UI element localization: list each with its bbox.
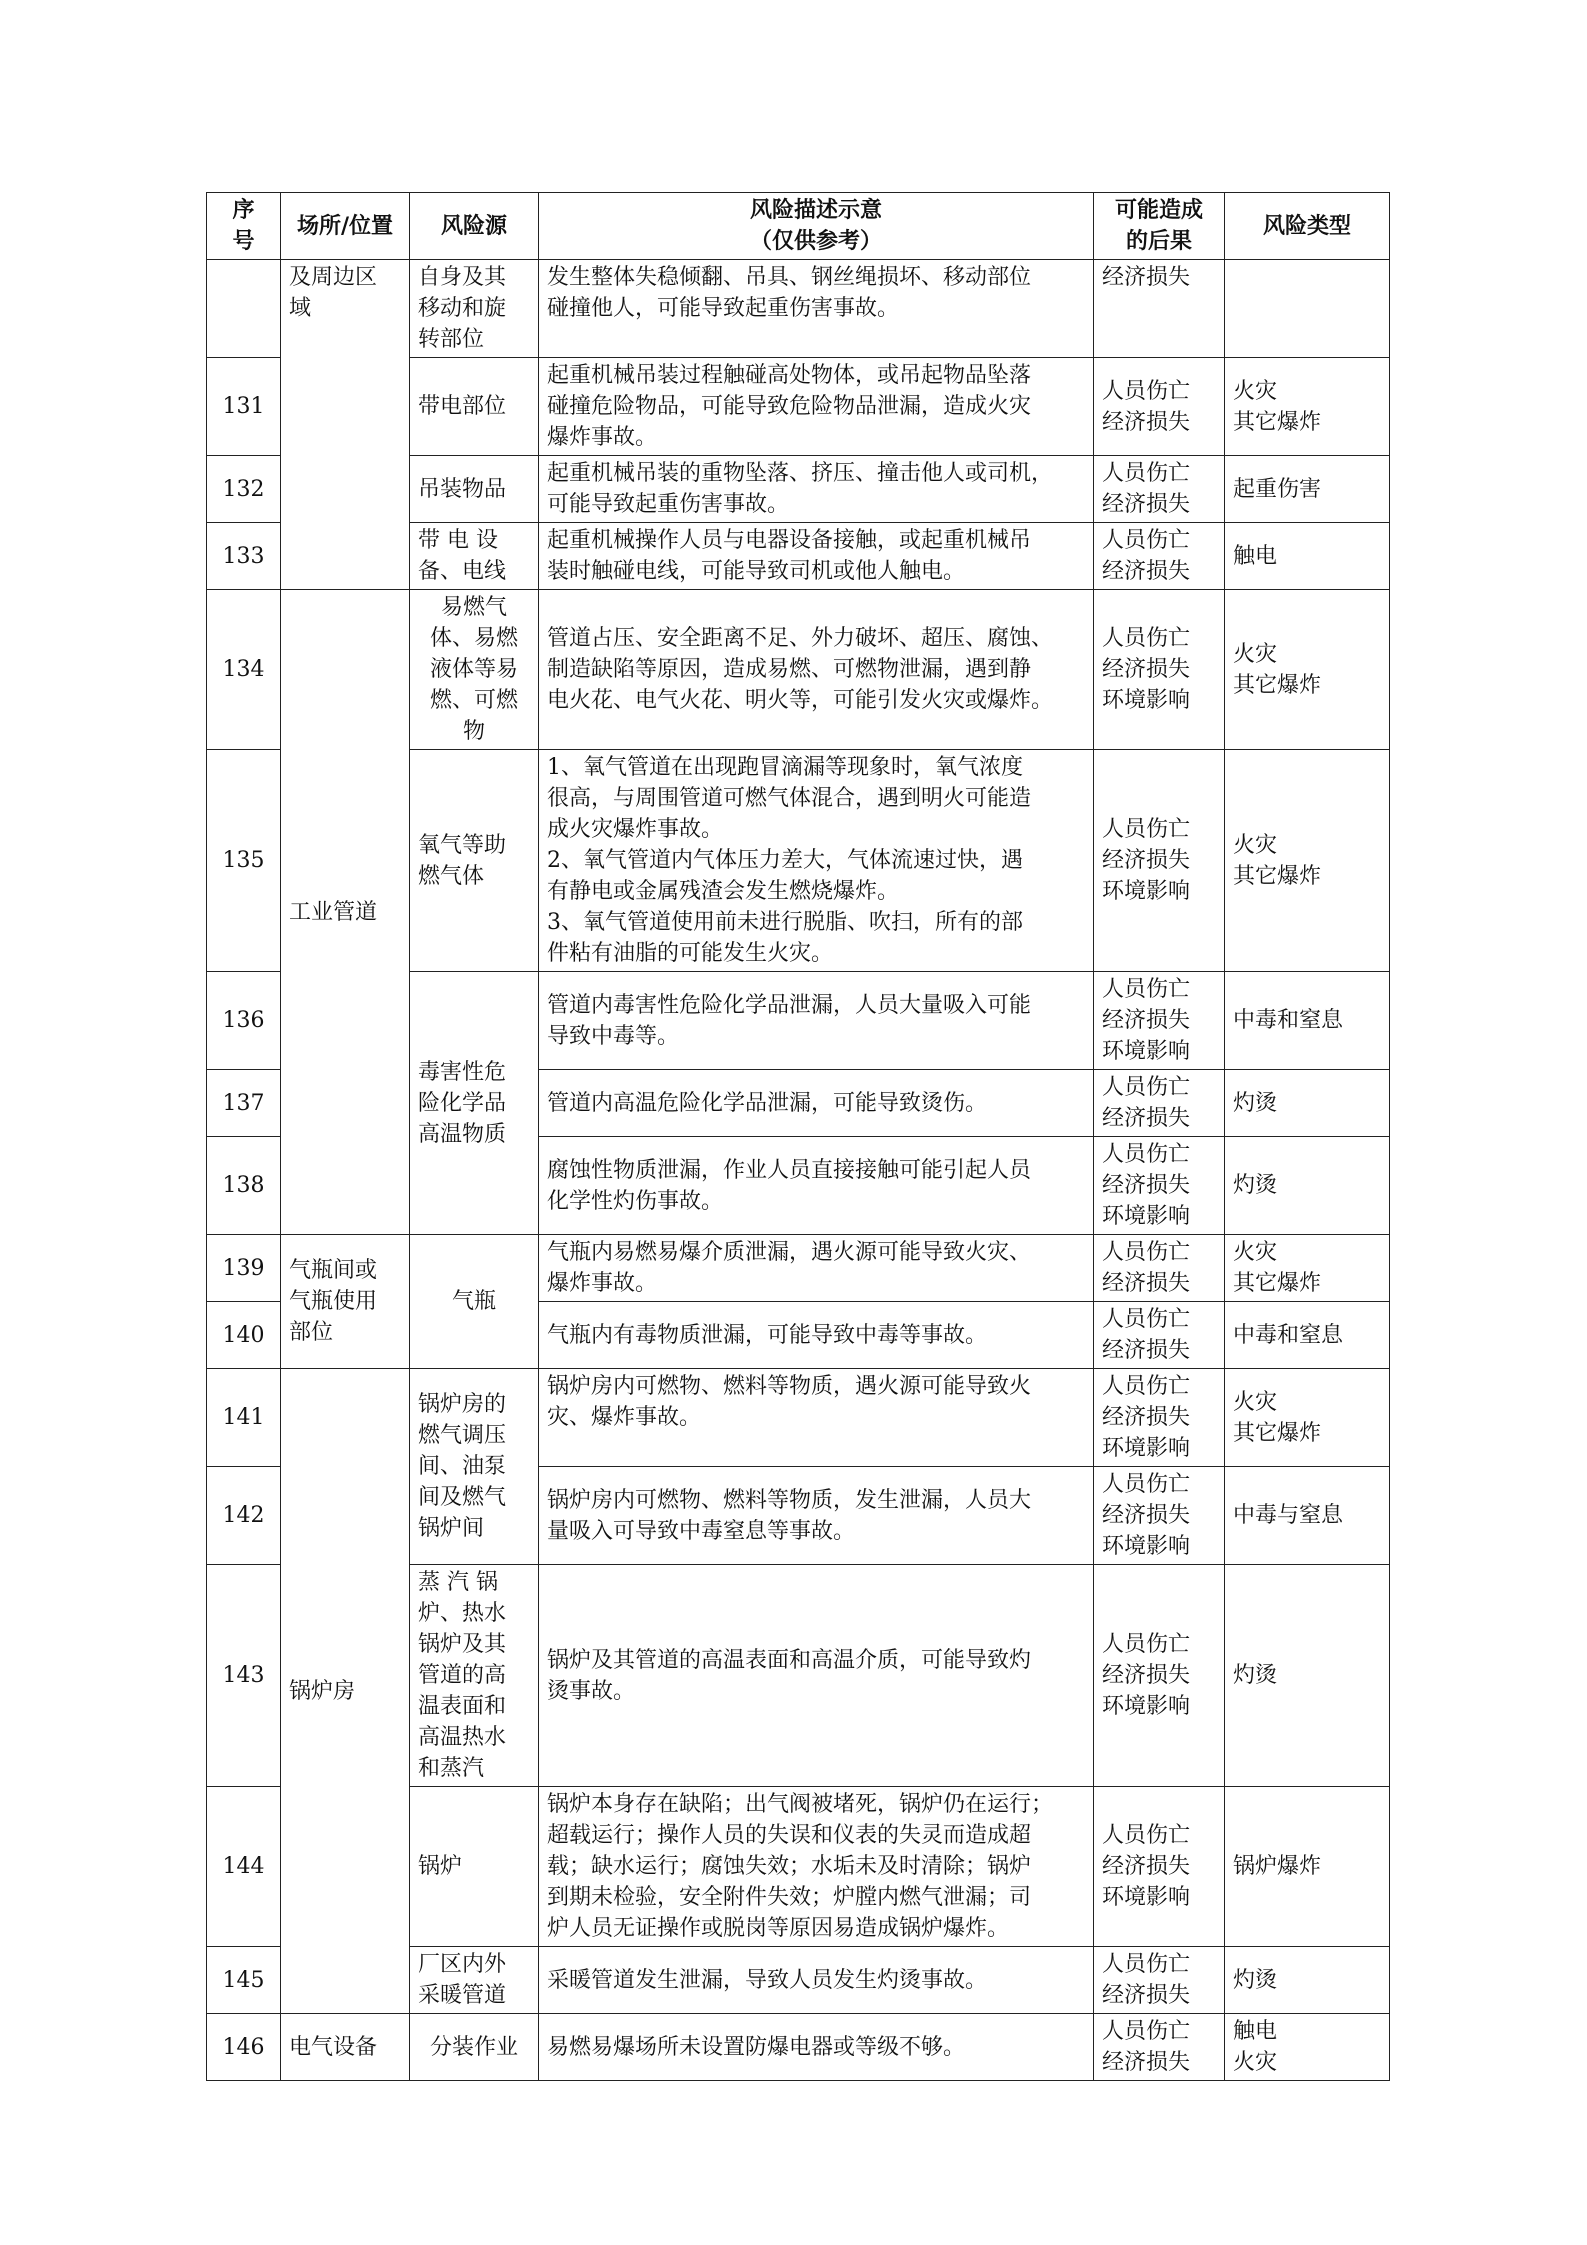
risk-description: 锅炉及其管道的高温表面和高温介质，可能导致灼 烫事故。 [539,1565,1094,1787]
row-number: 137 [207,1070,281,1137]
consequence: 人员伤亡 经济损失 环境影响 [1094,1467,1225,1565]
risk-description: 起重机械吊装的重物坠落、挤压、撞击他人或司机， 可能导致起重伤害事故。 [539,456,1094,523]
risk-type: 起重伤害 [1225,456,1390,523]
header-row [207,193,1390,260]
row-number: 143 [207,1565,281,1787]
risk-source: 蒸 汽 锅 炉、热水 锅炉及其 管道的高 温表面和 高温热水 和蒸汽 [410,1565,539,1787]
table-row [207,260,1390,358]
row-number: 142 [207,1467,281,1565]
risk-type: 灼烫 [1225,1565,1390,1787]
table-row [207,590,1390,750]
consequence: 人员伤亡 经济损失 环境影响 [1094,1787,1225,1947]
header-consequence: 可能造成 的后果 [1094,193,1225,260]
consequence: 人员伤亡 经济损失 环境影响 [1094,1565,1225,1787]
risk-source: 锅炉 [410,1787,539,1947]
risk-type [1225,260,1390,358]
row-number [207,260,281,358]
header-description: 风险描述示意 （仅供参考） [539,193,1094,260]
risk-type: 触电 [1225,523,1390,590]
consequence: 人员伤亡 经济损失 [1094,1070,1225,1137]
header-no: 序 号 [207,193,281,260]
consequence: 人员伤亡 经济损失 [1094,1302,1225,1369]
risk-type: 火灾 其它爆炸 [1225,358,1390,456]
consequence: 人员伤亡 经济损失 [1094,358,1225,456]
location-cell: 工业管道 [281,590,410,1235]
table-row [207,1235,1390,1302]
header-risk-type: 风险类型 [1225,193,1390,260]
risk-source: 锅炉房的 燃气调压 间、油泵 间及燃气 锅炉间 [410,1369,539,1565]
risk-source: 易燃气 体、易燃 液体等易 燃、可燃 物 [410,590,539,750]
consequence: 人员伤亡 经济损失 环境影响 [1094,590,1225,750]
table-row [207,2014,1390,2081]
risk-description: 锅炉房内可燃物、燃料等物质，发生泄漏，人员大 量吸入可导致中毒窒息等事故。 [539,1467,1094,1565]
risk-source: 氧气等助 燃气体 [410,750,539,972]
risk-description: 气瓶内易燃易爆介质泄漏，遇火源可能导致火灾、 爆炸事故。 [539,1235,1094,1302]
risk-description: 管道内高温危险化学品泄漏，可能导致烫伤。 [539,1070,1094,1137]
header-location: 场所/位置 [281,193,410,260]
risk-description: 管道内毒害性危险化学品泄漏，人员大量吸入可能 导致中毒等。 [539,972,1094,1070]
consequence: 人员伤亡 经济损失 [1094,1947,1225,2014]
row-number: 131 [207,358,281,456]
risk-description: 腐蚀性物质泄漏，作业人员直接接触可能引起人员 化学性灼伤事故。 [539,1137,1094,1235]
risk-description: 气瓶内有毒物质泄漏，可能导致中毒等事故。 [539,1302,1094,1369]
row-number: 136 [207,972,281,1070]
consequence: 人员伤亡 经济损失 环境影响 [1094,1369,1225,1467]
row-number: 146 [207,2014,281,2081]
risk-description: 发生整体失稳倾翻、吊具、钢丝绳损坏、移动部位 碰撞他人，可能导致起重伤害事故。 [539,260,1094,358]
risk-type: 火灾 其它爆炸 [1225,1369,1390,1467]
row-number: 134 [207,590,281,750]
consequence: 人员伤亡 经济损失 [1094,456,1225,523]
risk-type: 灼烫 [1225,1137,1390,1235]
risk-source: 毒害性危 险化学品 高温物质 [410,972,539,1235]
risk-description: 1、氧气管道在出现跑冒滴漏等现象时，氧气浓度 很高，与周围管道可燃气体混合，遇到明火可能造 成火灾爆炸事故。 2、氧气管道内气体压力差大，气体流速过快，遇 有静电或金属残渣会发生燃烧爆炸。 3、氧气管道使用前未进行脱脂、吹扫，所有的部 件粘有油脂的可能发生火灾。 [539,750,1094,972]
risk-type: 锅炉爆炸 [1225,1787,1390,1947]
risk-description: 起重机械吊装过程触碰高处物体，或吊起物品坠落 碰撞危险物品，可能导致危险物品泄漏，造成火灾 爆炸事故。 [539,358,1094,456]
risk-type: 火灾 其它爆炸 [1225,590,1390,750]
risk-description: 起重机械操作人员与电器设备接触，或起重机械吊 装时触碰电线，可能导致司机或他人触电。 [539,523,1094,590]
risk-description: 锅炉房内可燃物、燃料等物质，遇火源可能导致火 灾、爆炸事故。 [539,1369,1094,1467]
risk-source: 气瓶 [410,1235,539,1369]
location-cell: 气瓶间或 气瓶使用 部位 [281,1235,410,1369]
row-number: 132 [207,456,281,523]
row-number: 139 [207,1235,281,1302]
risk-source: 厂区内外 采暖管道 [410,1947,539,2014]
risk-source: 带 电 设 备、电线 [410,523,539,590]
risk-description: 锅炉本身存在缺陷；出气阀被堵死，锅炉仍在运行； 超载运行；操作人员的失误和仪表的失灵而造成超 载；缺水运行；腐蚀失效；水垢未及时清除；锅炉 到期未检验，安全附件失效；炉膛内燃气泄漏；司 炉人员无证操作或脱岗等原因易造成锅炉爆炸。 [539,1787,1094,1947]
location-cell: 及周边区 域 [281,260,410,590]
row-number: 141 [207,1369,281,1467]
consequence: 经济损失 [1094,260,1225,358]
consequence: 人员伤亡 经济损失 环境影响 [1094,750,1225,972]
consequence: 人员伤亡 经济损失 环境影响 [1094,972,1225,1070]
risk-type: 中毒和窒息 [1225,972,1390,1070]
risk-source: 带电部位 [410,358,539,456]
header-source: 风险源 [410,193,539,260]
risk-type: 触电 火灾 [1225,2014,1390,2081]
risk-source: 分装作业 [410,2014,539,2081]
risk-type: 火灾 其它爆炸 [1225,1235,1390,1302]
risk-type: 火灾 其它爆炸 [1225,750,1390,972]
risk-description: 管道占压、安全距离不足、外力破坏、超压、腐蚀、 制造缺陷等原因，造成易燃、可燃物泄漏，遇到静 电火花、电气火花、明火等，可能引发火灾或爆炸。 [539,590,1094,750]
row-number: 144 [207,1787,281,1947]
consequence: 人员伤亡 经济损失 [1094,2014,1225,2081]
risk-description: 采暖管道发生泄漏，导致人员发生灼烫事故。 [539,1947,1094,2014]
table-row [207,1369,1390,1467]
row-number: 138 [207,1137,281,1235]
row-number: 145 [207,1947,281,2014]
row-number: 140 [207,1302,281,1369]
risk-type: 灼烫 [1225,1070,1390,1137]
consequence: 人员伤亡 经济损失 环境影响 [1094,1137,1225,1235]
risk-source: 自身及其 移动和旋 转部位 [410,260,539,358]
location-cell: 锅炉房 [281,1369,410,2014]
risk-type: 灼烫 [1225,1947,1390,2014]
risk-description: 易燃易爆场所未设置防爆电器或等级不够。 [539,2014,1094,2081]
risk-source: 吊装物品 [410,456,539,523]
risk-table [206,192,1390,2081]
consequence: 人员伤亡 经济损失 [1094,523,1225,590]
risk-type: 中毒和窒息 [1225,1302,1390,1369]
consequence: 人员伤亡 经济损失 [1094,1235,1225,1302]
location-cell: 电气设备 [281,2014,410,2081]
row-number: 133 [207,523,281,590]
risk-type: 中毒与窒息 [1225,1467,1390,1565]
row-number: 135 [207,750,281,972]
